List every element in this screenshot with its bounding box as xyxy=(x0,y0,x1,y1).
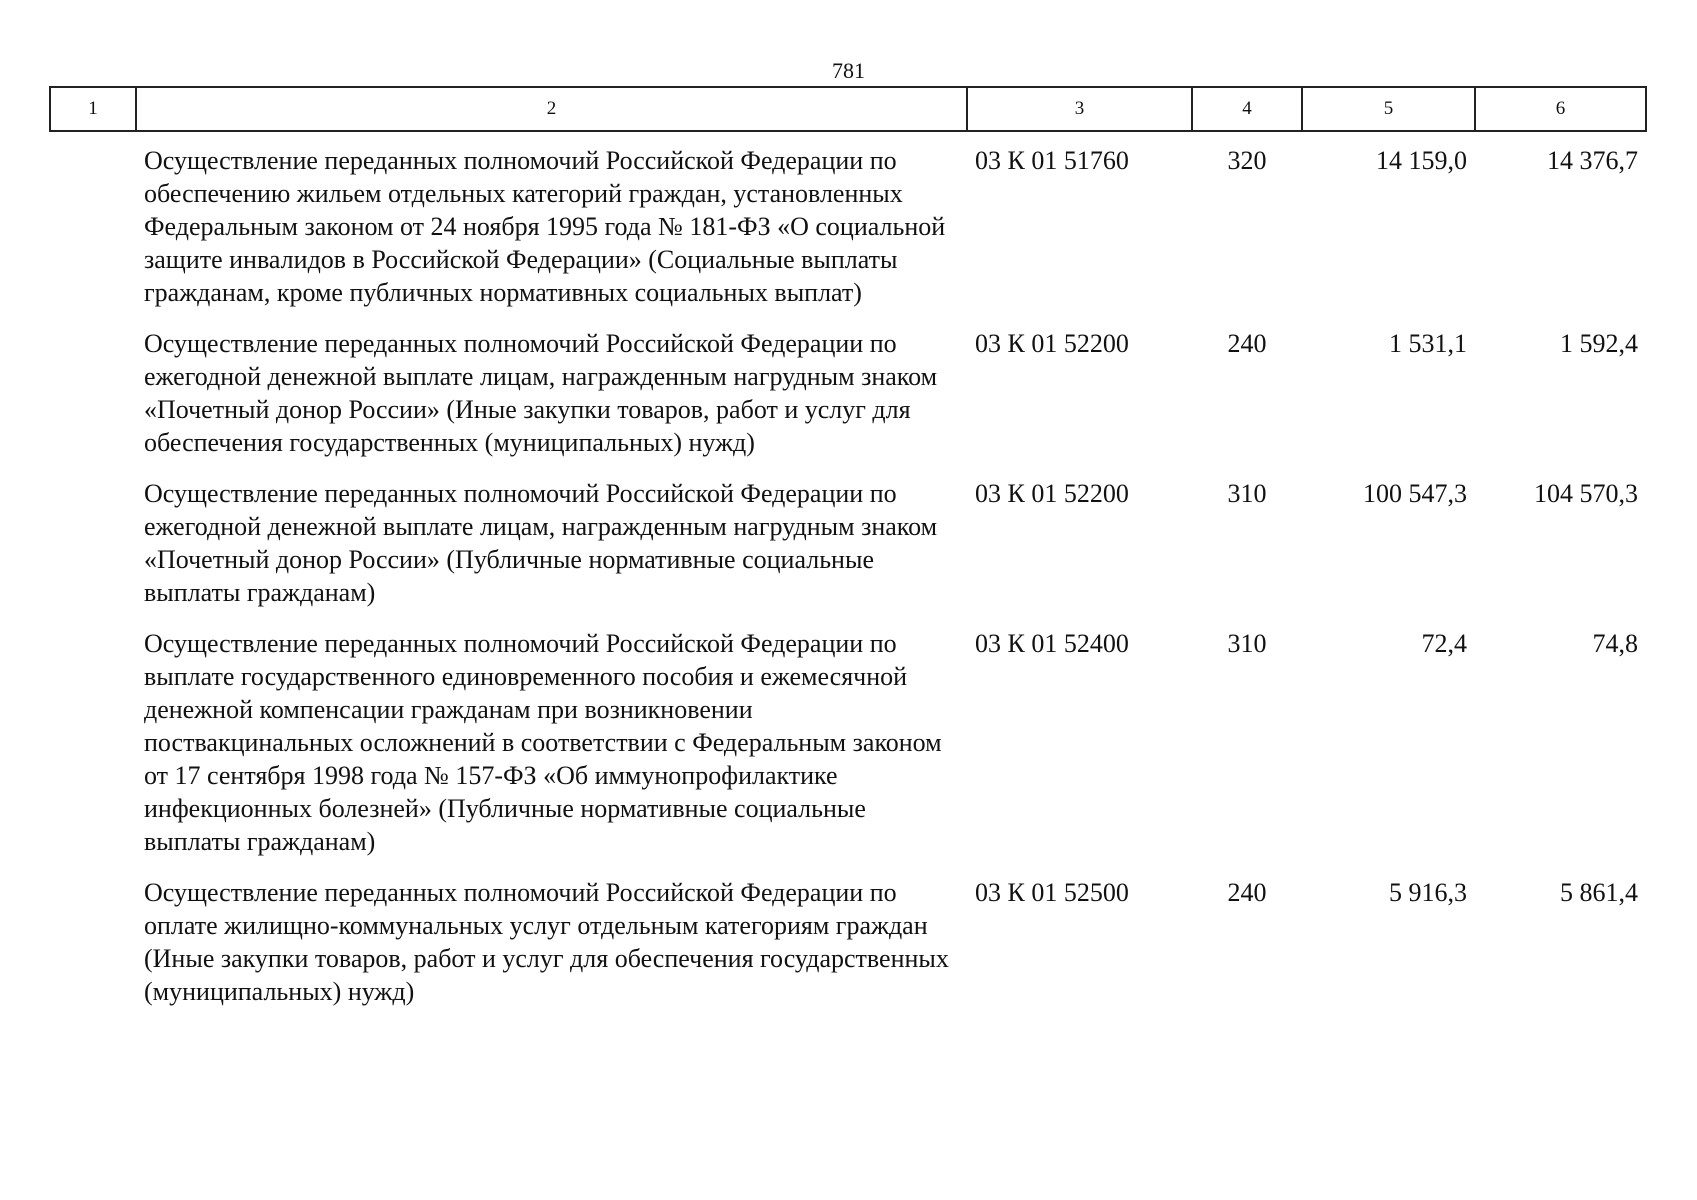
amount-col5-cell: 72,4 xyxy=(1421,629,1467,658)
amount-col5-cell: 100 547,3 xyxy=(1363,479,1467,508)
row-number-cell xyxy=(50,131,136,315)
target-code-cell: 03 К 01 52500 xyxy=(975,878,1129,907)
header-col-4: 4 xyxy=(1192,87,1302,131)
header-col-1: 1 xyxy=(50,87,136,131)
amount-col6-cell: 1 592,4 xyxy=(1560,329,1638,358)
table-header xyxy=(50,87,1646,131)
row-number-cell xyxy=(50,615,136,864)
row-number-cell xyxy=(50,864,136,1014)
table-row xyxy=(50,315,1646,465)
header-col-5: 5 xyxy=(1302,87,1475,131)
expense-type-cell: 310 xyxy=(1227,479,1267,508)
amount-col5-cell: 14 159,0 xyxy=(1376,146,1467,175)
expense-type-cell: 240 xyxy=(1227,329,1267,358)
amount-col6-cell: 14 376,7 xyxy=(1547,146,1638,175)
target-code-cell: 03 К 01 52200 xyxy=(975,329,1129,358)
table-row xyxy=(50,465,1646,615)
row-number-cell xyxy=(50,465,136,615)
header-row xyxy=(50,87,1646,131)
target-code-cell: 03 К 01 51760 xyxy=(975,146,1129,175)
table-row xyxy=(50,131,1646,315)
amount-col6-cell: 104 570,3 xyxy=(1534,479,1638,508)
amount-col6-cell: 5 861,4 xyxy=(1560,878,1638,907)
amount-col5-cell: 1 531,1 xyxy=(1389,329,1467,358)
expense-type-cell: 240 xyxy=(1227,878,1267,907)
header-col-6: 6 xyxy=(1475,87,1646,131)
description-cell: Осуществление переданных полномочий Российской Федерации по обеспечению жильем отдельных категорий граждан, установленных Федеральным законом от 24 ноября 1995 года № 181-ФЗ «О социальной защите инвалидов в Российской Федерации» (Социальные выплаты гражданам, кроме публичных нормативных социальных выплат) xyxy=(144,146,946,307)
page-number: 781 xyxy=(832,58,865,83)
target-code-cell: 03 К 01 52200 xyxy=(975,479,1129,508)
amount-col5-cell: 5 916,3 xyxy=(1389,878,1467,907)
description-cell: Осуществление переданных полномочий Российской Федерации по ежегодной денежной выплате лицам, награжденным нагрудным знаком «Почетный донор России» (Публичные нормативные социальные выплаты гражданам) xyxy=(144,479,938,607)
expense-type-cell: 310 xyxy=(1227,629,1267,658)
header-col-3: 3 xyxy=(967,87,1192,131)
budget-table xyxy=(49,86,1647,1014)
table-body xyxy=(50,131,1646,1014)
expense-type-cell: 320 xyxy=(1227,146,1267,175)
table-row xyxy=(50,864,1646,1014)
row-number-cell xyxy=(50,315,136,465)
header-col-2: 2 xyxy=(136,87,967,131)
target-code-cell: 03 К 01 52400 xyxy=(975,629,1129,658)
table-row xyxy=(50,615,1646,864)
description-cell: Осуществление переданных полномочий Российской Федерации по ежегодной денежной выплате лицам, награжденным нагрудным знаком «Почетный донор России» (Иные закупки товаров, работ и услуг для обеспечения государственных (муниципальных) нужд) xyxy=(144,329,938,457)
description-cell: Осуществление переданных полномочий Российской Федерации по оплате жилищно-коммунальных услуг отдельным категориям граждан (Иные закупки товаров, работ и услуг для обеспечения государственных (муниципальных) нужд) xyxy=(144,878,949,1006)
amount-col6-cell: 74,8 xyxy=(1592,629,1638,658)
description-cell: Осуществление переданных полномочий Российской Федерации по выплате государственного единовременного пособия и ежемесячной денежной компенсации гражданам при возникновении поствакцинальных осложнений в соответствии с Федеральным законом от 17 сентября 1998 года № 157-ФЗ «Об иммунопрофилактике инфекционных болезней» (Публичные нормативные социальные выплаты гражданам) xyxy=(144,629,942,856)
